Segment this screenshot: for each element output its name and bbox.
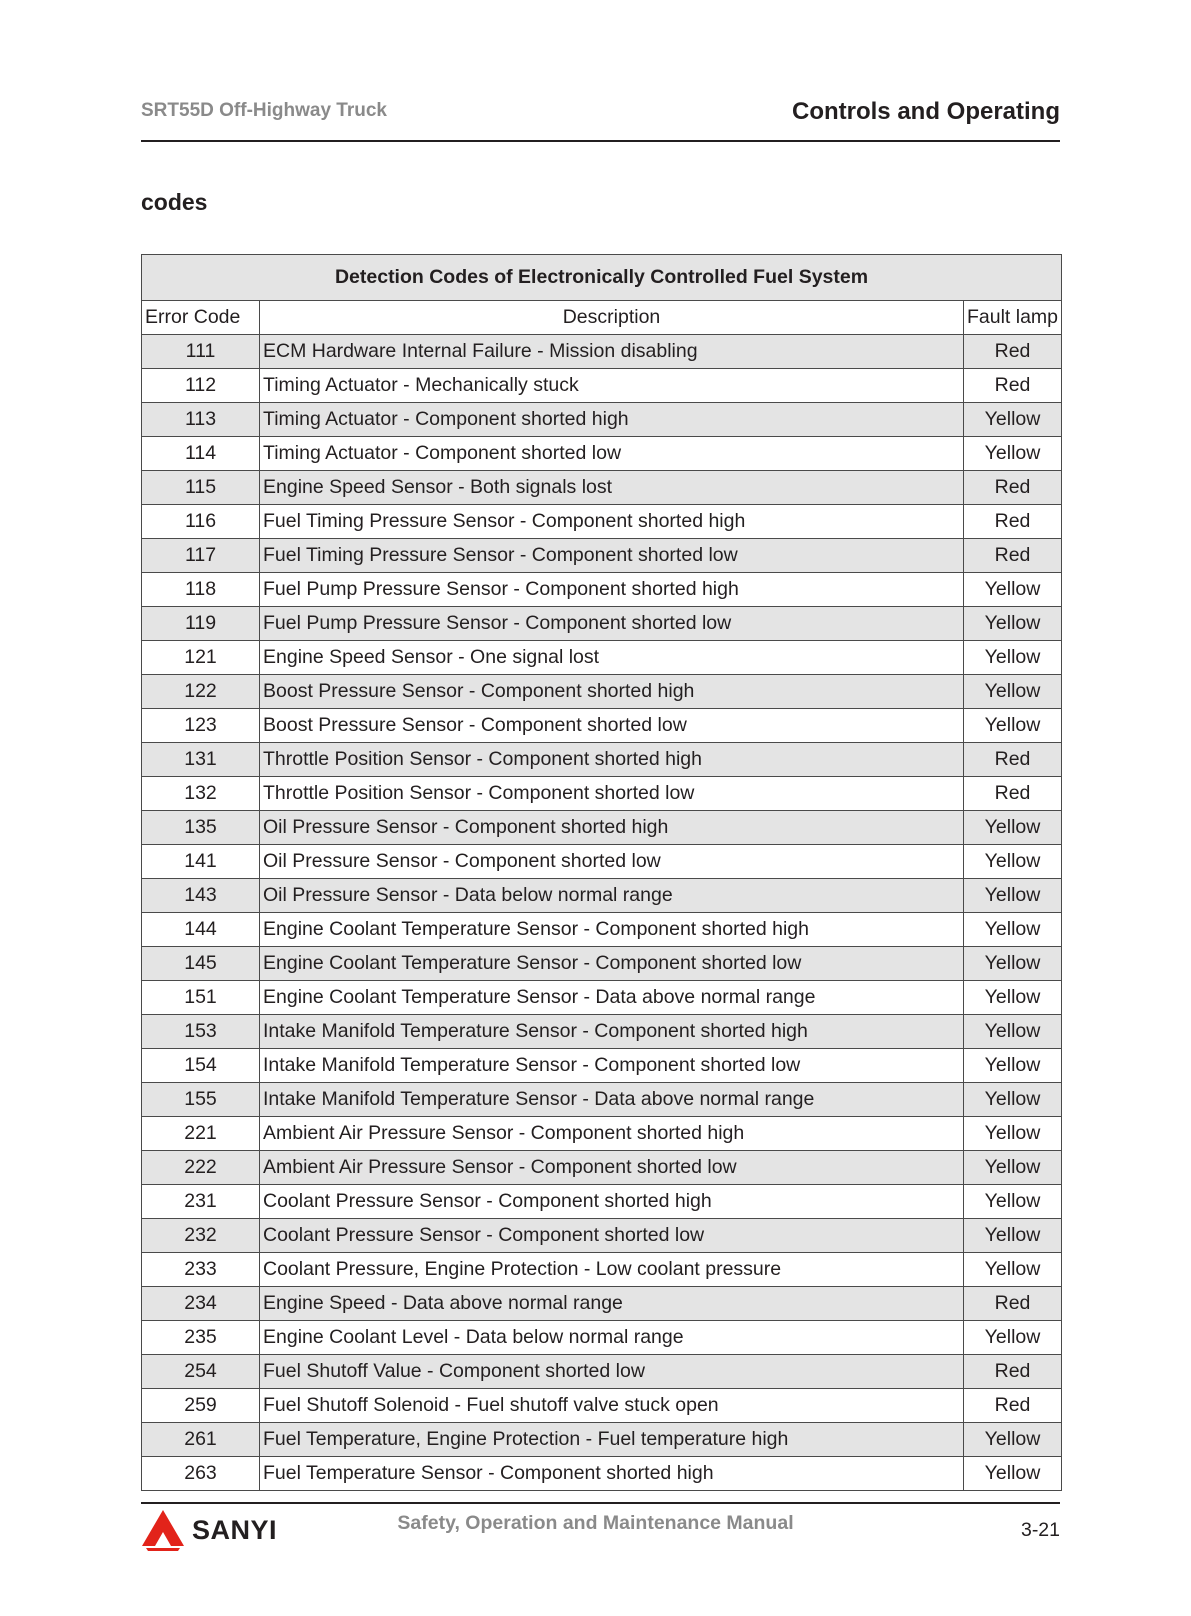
fault-lamp-cell: Yellow <box>964 1015 1062 1049</box>
description-cell: Intake Manifold Temperature Sensor - Data above normal range <box>260 1083 964 1117</box>
description-cell: Timing Actuator - Component shorted low <box>260 437 964 471</box>
description-cell: Oil Pressure Sensor - Component shorted high <box>260 811 964 845</box>
footer-divider <box>141 1502 1060 1504</box>
page-number: 3-21 <box>1020 1519 1060 1541</box>
manual-title: Safety, Operation and Maintenance Manual <box>397 1512 794 1534</box>
error-code-cell: 144 <box>142 913 260 947</box>
fault-lamp-cell: Yellow <box>964 1049 1062 1083</box>
table-row <box>142 1117 1062 1151</box>
document-title: SRT55D Off-Highway Truck <box>141 100 387 121</box>
error-code-cell: 231 <box>142 1185 260 1219</box>
error-code-cell: 122 <box>142 675 260 709</box>
fault-lamp-cell: Red <box>964 1389 1062 1423</box>
header-divider <box>141 140 1060 142</box>
detection-codes-table <box>141 254 1062 1491</box>
table-row <box>142 1083 1062 1117</box>
table-row <box>142 743 1062 777</box>
fault-lamp-cell: Yellow <box>964 947 1062 981</box>
table-row <box>142 777 1062 811</box>
description-cell: ECM Hardware Internal Failure - Mission disabling <box>260 335 964 369</box>
table-row <box>142 607 1062 641</box>
table-row <box>142 1321 1062 1355</box>
table-row <box>142 437 1062 471</box>
error-code-cell: 221 <box>142 1117 260 1151</box>
logo-text: SANYI <box>192 1514 278 1545</box>
error-code-cell: 154 <box>142 1049 260 1083</box>
table-row <box>142 1389 1062 1423</box>
description-cell: Fuel Shutoff Value - Component shorted low <box>260 1355 964 1389</box>
description-cell: Ambient Air Pressure Sensor - Component shorted high <box>260 1117 964 1151</box>
table-header-row <box>142 301 1062 335</box>
fault-lamp-cell: Yellow <box>964 1423 1062 1457</box>
fault-lamp-cell: Red <box>964 471 1062 505</box>
fault-lamp-cell: Yellow <box>964 879 1062 913</box>
table-row <box>142 471 1062 505</box>
section-title: codes <box>141 189 208 215</box>
error-code-cell: 111 <box>142 335 260 369</box>
description-cell: Timing Actuator - Mechanically stuck <box>260 369 964 403</box>
table-row <box>142 1219 1062 1253</box>
error-code-cell: 114 <box>142 437 260 471</box>
fault-lamp-cell: Yellow <box>964 641 1062 675</box>
table-row <box>142 505 1062 539</box>
description-cell: Oil Pressure Sensor - Component shorted low <box>260 845 964 879</box>
fault-lamp-cell: Red <box>964 1355 1062 1389</box>
fault-lamp-cell: Yellow <box>964 437 1062 471</box>
description-cell: Coolant Pressure Sensor - Component shorted high <box>260 1185 964 1219</box>
fault-lamp-cell: Yellow <box>964 1083 1062 1117</box>
error-code-cell: 263 <box>142 1457 260 1491</box>
fault-lamp-cell: Red <box>964 743 1062 777</box>
chapter-title: Controls and Operating <box>791 98 1060 125</box>
fault-lamp-cell: Yellow <box>964 607 1062 641</box>
description-cell: Coolant Pressure, Engine Protection - Low coolant pressure <box>260 1253 964 1287</box>
description-cell: Boost Pressure Sensor - Component shorted low <box>260 709 964 743</box>
table-row <box>142 879 1062 913</box>
table-row <box>142 1355 1062 1389</box>
description-cell: Fuel Pump Pressure Sensor - Component shorted high <box>260 573 964 607</box>
error-code-cell: 222 <box>142 1151 260 1185</box>
fault-lamp-cell: Yellow <box>964 1321 1062 1355</box>
error-code-cell: 132 <box>142 777 260 811</box>
description-cell: Engine Speed - Data above normal range <box>260 1287 964 1321</box>
description-cell: Fuel Pump Pressure Sensor - Component shorted low <box>260 607 964 641</box>
error-code-cell: 112 <box>142 369 260 403</box>
fault-lamp-cell: Yellow <box>964 981 1062 1015</box>
error-code-cell: 121 <box>142 641 260 675</box>
error-code-cell: 234 <box>142 1287 260 1321</box>
description-cell: Fuel Timing Pressure Sensor - Component shorted low <box>260 539 964 573</box>
table-row <box>142 369 1062 403</box>
table-row <box>142 573 1062 607</box>
table-title-row <box>142 255 1062 301</box>
fault-lamp-cell: Yellow <box>964 403 1062 437</box>
description-cell: Engine Speed Sensor - One signal lost <box>260 641 964 675</box>
column-header-error-code: Error Code <box>142 301 260 335</box>
table-row <box>142 1185 1062 1219</box>
description-cell: Fuel Temperature, Engine Protection - Fuel temperature high <box>260 1423 964 1457</box>
description-cell: Coolant Pressure Sensor - Component shorted low <box>260 1219 964 1253</box>
description-cell: Fuel Timing Pressure Sensor - Component shorted high <box>260 505 964 539</box>
table-row <box>142 811 1062 845</box>
description-cell: Engine Coolant Level - Data below normal range <box>260 1321 964 1355</box>
table-row <box>142 539 1062 573</box>
table-row <box>142 1287 1062 1321</box>
fault-lamp-cell: Red <box>964 539 1062 573</box>
description-cell: Engine Coolant Temperature Sensor - Data above normal range <box>260 981 964 1015</box>
error-code-cell: 131 <box>142 743 260 777</box>
error-code-cell: 259 <box>142 1389 260 1423</box>
error-code-cell: 232 <box>142 1219 260 1253</box>
error-code-cell: 235 <box>142 1321 260 1355</box>
error-code-cell: 155 <box>142 1083 260 1117</box>
description-cell: Timing Actuator - Component shorted high <box>260 403 964 437</box>
description-cell: Throttle Position Sensor - Component shorted low <box>260 777 964 811</box>
fault-lamp-cell: Yellow <box>964 845 1062 879</box>
description-cell: Fuel Temperature Sensor - Component shorted high <box>260 1457 964 1491</box>
fault-lamp-cell: Red <box>964 505 1062 539</box>
error-code-cell: 233 <box>142 1253 260 1287</box>
table-row <box>142 335 1062 369</box>
error-code-cell: 143 <box>142 879 260 913</box>
description-cell: Throttle Position Sensor - Component shorted high <box>260 743 964 777</box>
error-code-cell: 119 <box>142 607 260 641</box>
error-code-cell: 135 <box>142 811 260 845</box>
error-code-cell: 117 <box>142 539 260 573</box>
fault-lamp-cell: Yellow <box>964 709 1062 743</box>
fault-lamp-cell: Yellow <box>964 573 1062 607</box>
fault-lamp-cell: Yellow <box>964 811 1062 845</box>
description-cell: Boost Pressure Sensor - Component shorted high <box>260 675 964 709</box>
fault-lamp-cell: Yellow <box>964 1151 1062 1185</box>
fault-lamp-cell: Red <box>964 335 1062 369</box>
error-code-cell: 141 <box>142 845 260 879</box>
table-row <box>142 1151 1062 1185</box>
error-code-cell: 153 <box>142 1015 260 1049</box>
table-row <box>142 1253 1062 1287</box>
table-row <box>142 947 1062 981</box>
error-code-cell: 116 <box>142 505 260 539</box>
fault-lamp-cell: Red <box>964 777 1062 811</box>
table-row <box>142 709 1062 743</box>
table-row <box>142 1049 1062 1083</box>
description-cell: Intake Manifold Temperature Sensor - Component shorted low <box>260 1049 964 1083</box>
table-row <box>142 1457 1062 1491</box>
description-cell: Fuel Shutoff Solenoid - Fuel shutoff valve stuck open <box>260 1389 964 1423</box>
table-row <box>142 641 1062 675</box>
error-code-cell: 145 <box>142 947 260 981</box>
error-code-cell: 254 <box>142 1355 260 1389</box>
table-body <box>142 335 1062 1491</box>
table-row <box>142 403 1062 437</box>
table-row <box>142 981 1062 1015</box>
description-cell: Engine Coolant Temperature Sensor - Component shorted high <box>260 913 964 947</box>
error-code-cell: 151 <box>142 981 260 1015</box>
fault-lamp-cell: Yellow <box>964 1253 1062 1287</box>
error-code-cell: 115 <box>142 471 260 505</box>
table-title: Detection Codes of Electronically Controlled Fuel System <box>142 255 1062 301</box>
table-row <box>142 913 1062 947</box>
fault-lamp-cell: Yellow <box>964 1185 1062 1219</box>
error-code-cell: 113 <box>142 403 260 437</box>
description-cell: Engine Coolant Temperature Sensor - Component shorted low <box>260 947 964 981</box>
fault-lamp-cell: Yellow <box>964 675 1062 709</box>
fault-lamp-cell: Red <box>964 369 1062 403</box>
error-code-cell: 261 <box>142 1423 260 1457</box>
fault-lamp-cell: Yellow <box>964 913 1062 947</box>
description-cell: Engine Speed Sensor - Both signals lost <box>260 471 964 505</box>
column-header-description: Description <box>260 301 964 335</box>
fault-lamp-cell: Red <box>964 1287 1062 1321</box>
description-cell: Intake Manifold Temperature Sensor - Component shorted high <box>260 1015 964 1049</box>
description-cell: Ambient Air Pressure Sensor - Component shorted low <box>260 1151 964 1185</box>
table-row <box>142 1015 1062 1049</box>
table-row <box>142 845 1062 879</box>
fault-lamp-cell: Yellow <box>964 1457 1062 1491</box>
error-code-cell: 118 <box>142 573 260 607</box>
fault-lamp-cell: Yellow <box>964 1219 1062 1253</box>
column-header-fault-lamp: Fault lamp <box>964 301 1062 335</box>
error-code-cell: 123 <box>142 709 260 743</box>
description-cell: Oil Pressure Sensor - Data below normal range <box>260 879 964 913</box>
fault-lamp-cell: Yellow <box>964 1117 1062 1151</box>
table-row <box>142 1423 1062 1457</box>
table-row <box>142 675 1062 709</box>
